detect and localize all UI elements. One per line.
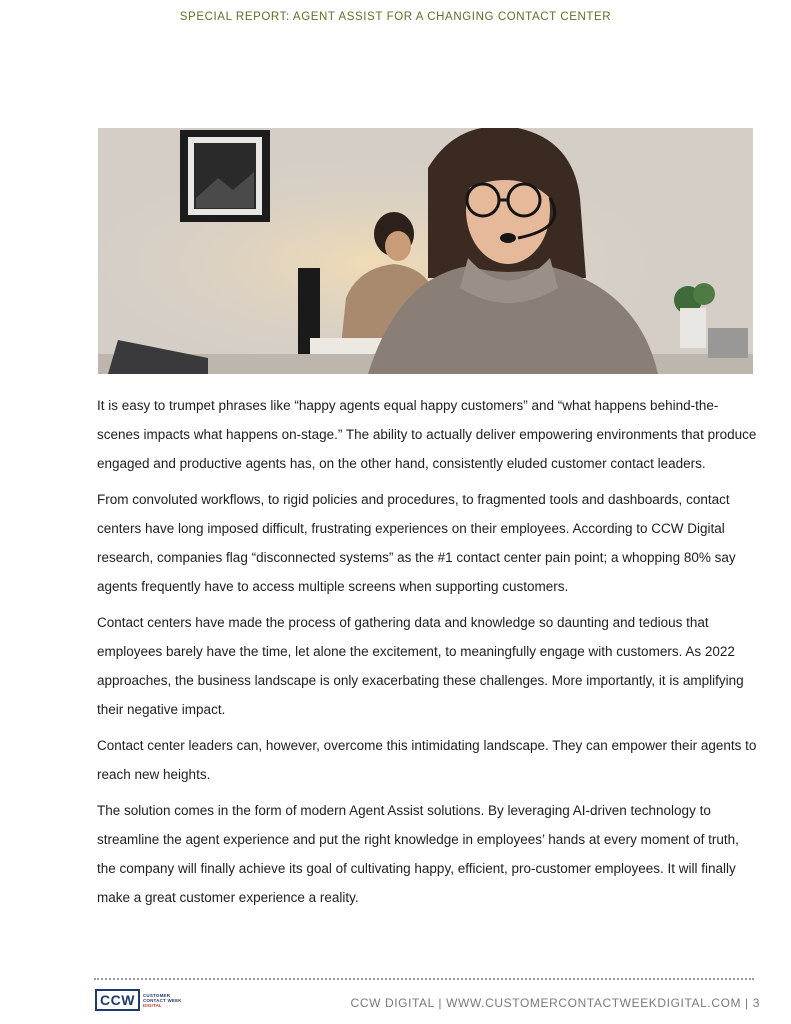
footer-divider xyxy=(94,978,754,980)
body-paragraph: It is easy to trumpet phrases like “happy agents equal happy customers” and “what happens behind-the-scenes impacts what happens on-stage.” The ability to actually deliver empowering environments that produce engaged and productive agents has, on the other hand, consistently eluded customer contact leaders. xyxy=(97,398,757,471)
body-paragraph: From convoluted workflows, to rigid policies and procedures, to fragmented tools and dashboards, contact centers have long imposed difficult, frustrating experiences on their employees. According to CCW Digital research, companies flag “disconnected systems” as the #1 contact center pain point; a whopping 80% say agents frequently have to access multiple screens when supporting customers. xyxy=(97,492,736,594)
ccw-logo xyxy=(95,989,182,1011)
body-paragraph: Contact center leaders can, however, overcome this intimidating landscape. They can empower their agents to reach new heights. xyxy=(97,738,757,782)
logo-mark: CCW xyxy=(95,989,140,1011)
footer xyxy=(351,996,760,1010)
body-paragraph: The solution comes in the form of modern Agent Assist solutions. By leveraging AI-driven technology to streamline the agent experience and put the right knowledge in employees’ hands at every moment of truth, the company will finally achieve its goal of cultivating happy, efficient, pro-customer employees. It will finally make a great customer experience a reality. xyxy=(97,803,739,905)
page-number: 3 xyxy=(752,996,760,1010)
body-text xyxy=(97,391,757,919)
running-header: SPECIAL REPORT: AGENT ASSIST FOR A CHANGING CONTACT CENTER xyxy=(179,11,612,23)
logo-line: DIGITAL xyxy=(142,1002,163,1008)
logo-wordmark xyxy=(143,993,182,1008)
logo-line: CONTACT WEEK xyxy=(142,997,182,1003)
body-paragraph: Contact centers have made the process of gathering data and knowledge so daunting and tedious that employees barely have the time, let alone the excitement, to meaningfully engage with customers. As 2022 approaches, the business landscape is only exacerbating these challenges. More importantly, it is amplifying their negative impact. xyxy=(97,615,744,717)
hero-photo xyxy=(98,128,753,374)
logo-line: CUSTOMER xyxy=(142,992,171,998)
footer-label: CCW DIGITAL | WWW.CUSTOMERCONTACTWEEKDIGITAL.COM | xyxy=(350,996,753,1010)
